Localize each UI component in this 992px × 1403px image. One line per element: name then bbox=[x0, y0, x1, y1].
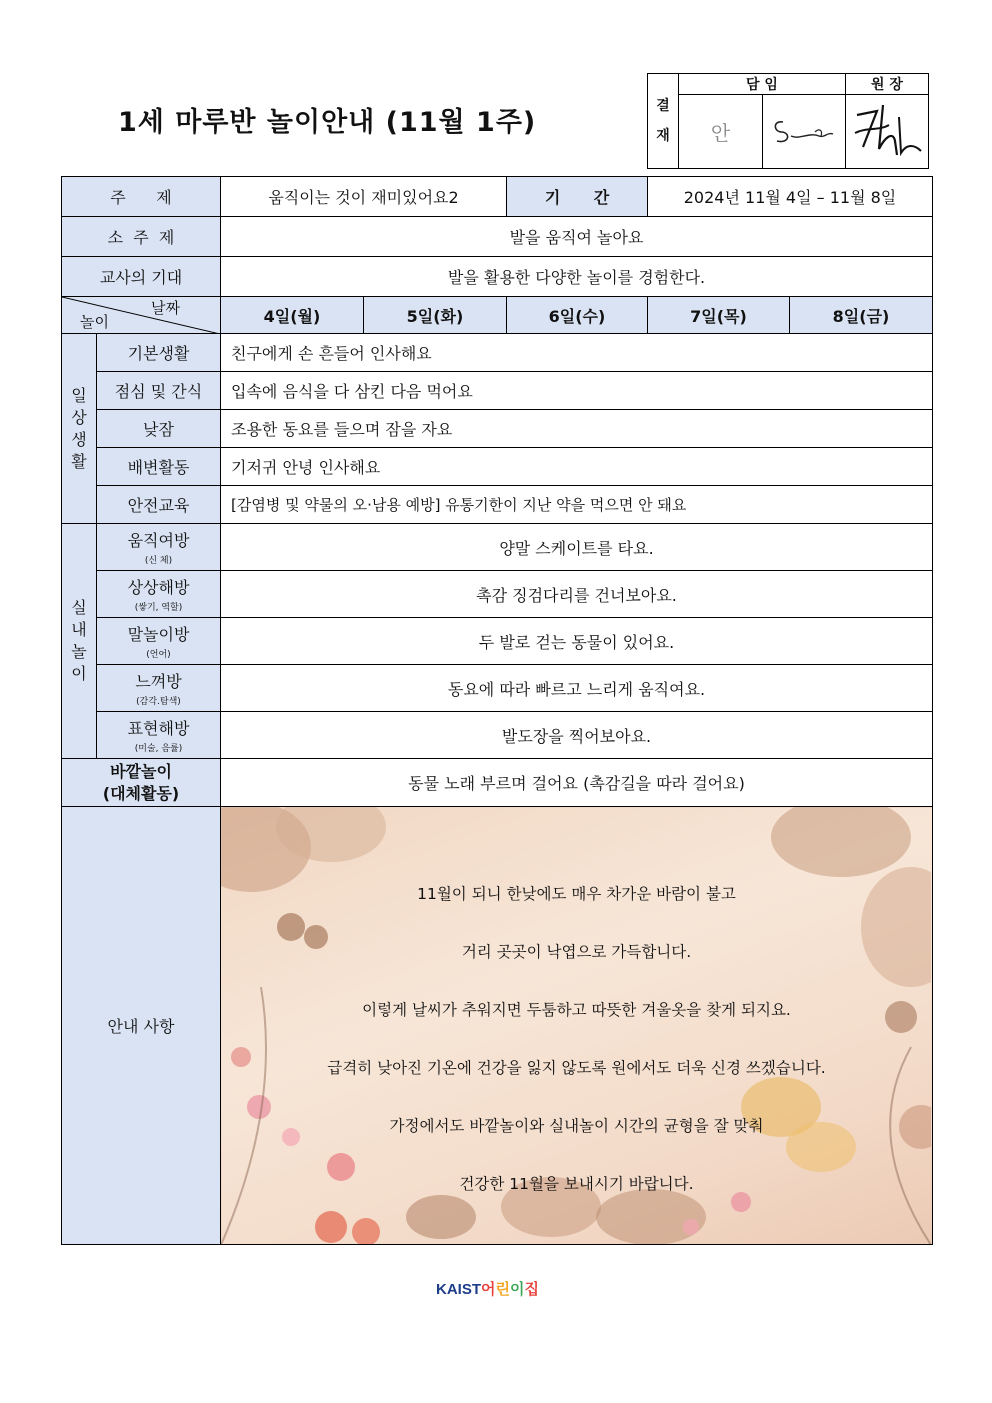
indoor-item-sub: (감각.탐색) bbox=[136, 697, 181, 707]
theme-label: 주 제 bbox=[62, 177, 221, 217]
kaist-daycare-logo bbox=[436, 1278, 539, 1299]
indoor-item-value: 촉감 징검다리를 건너보아요. bbox=[221, 571, 933, 618]
period-value: 2024년 11월 4일 – 11월 8일 bbox=[648, 177, 933, 217]
homeroom-label: 담 임 bbox=[679, 74, 846, 95]
logo-char: 린 bbox=[495, 1281, 510, 1298]
indoor-item-name: 표현해방 bbox=[127, 719, 190, 738]
signature-image bbox=[769, 110, 839, 150]
logo-char: 어 bbox=[481, 1281, 496, 1298]
diagonal-header bbox=[62, 297, 221, 334]
notice-line: 거리 곳곳이 낙엽으로 가득합니다. bbox=[461, 942, 692, 961]
indoor-item-label bbox=[97, 712, 221, 759]
daily-item-label: 점심 및 간식 bbox=[97, 372, 221, 410]
daily-item-label: 배변활동 bbox=[97, 448, 221, 486]
indoor-item-label bbox=[97, 618, 221, 665]
expectation-label: 교사의 기대 bbox=[62, 257, 221, 297]
indoor-item-label bbox=[97, 665, 221, 712]
day-header: 7일(목) bbox=[648, 297, 790, 334]
notice-line: 이렇게 날씨가 추워지면 두툼하고 따뜻한 겨울옷을 찾게 되지요. bbox=[362, 1000, 791, 1019]
approval-label bbox=[648, 74, 679, 169]
indoor-item-sub: (쌓기, 역할) bbox=[134, 603, 183, 613]
principal-label: 원 장 bbox=[846, 74, 929, 95]
indoor-item-sub: (신 체) bbox=[144, 556, 173, 566]
indoor-item-name: 말놀이방 bbox=[127, 625, 190, 644]
indoor-item-value: 동요에 따라 빠르고 느리게 움직여요. bbox=[221, 665, 933, 712]
daily-item-value: 기저귀 안녕 인사해요 bbox=[221, 448, 933, 486]
indoor-play-group-label: 실 내 놀 이 bbox=[62, 524, 97, 759]
period-label: 기 간 bbox=[507, 177, 648, 217]
logo-kaist: KAIST bbox=[436, 1281, 481, 1298]
outdoor-label bbox=[62, 759, 221, 807]
indoor-item-name: 움직여방 bbox=[127, 531, 190, 550]
daily-item-value: 조용한 동요를 들으며 잠을 자요 bbox=[221, 410, 933, 448]
approval-label-2: 재 bbox=[656, 128, 670, 144]
subtheme-value: 발을 움직여 놀아요 bbox=[221, 217, 933, 257]
indoor-item-sub: (미술, 음률) bbox=[134, 744, 183, 754]
page-title: 1세 마루반 놀이안내 (11월 1주) bbox=[118, 107, 537, 138]
daily-item-value: 입속에 음식을 다 삼킨 다음 먹어요 bbox=[221, 372, 933, 410]
day-header: 4일(월) bbox=[221, 297, 364, 334]
notice-text bbox=[221, 839, 932, 1213]
daily-item-value: [감염병 및 약물의 오·남용 예방] 유통기한이 지난 약을 먹으면 안 돼요 bbox=[221, 486, 933, 524]
notice-line: 급격히 낮아진 기온에 건강을 잃지 않도록 원에서도 더욱 신경 쓰겠습니다. bbox=[327, 1058, 826, 1077]
signature-image bbox=[849, 97, 925, 163]
daily-item-label: 기본생활 bbox=[97, 334, 221, 372]
plan-table bbox=[61, 176, 933, 1245]
indoor-item-value: 양말 스케이트를 타요. bbox=[221, 524, 933, 571]
indoor-item-value: 두 발로 걷는 동물이 있어요. bbox=[221, 618, 933, 665]
date-label: 날짜 bbox=[151, 299, 180, 317]
indoor-item-sub: (언어) bbox=[146, 650, 171, 660]
notice-panel bbox=[221, 807, 933, 1245]
expectation-value: 발을 활용한 다양한 놀이를 경험한다. bbox=[221, 257, 933, 297]
indoor-item-label bbox=[97, 524, 221, 571]
play-label: 놀이 bbox=[80, 313, 109, 331]
daily-life-group-label: 일 상 생 활 bbox=[62, 334, 97, 524]
logo-char: 집 bbox=[524, 1281, 539, 1298]
homeroom-stamp-1: 안 bbox=[679, 95, 763, 169]
indoor-item-label bbox=[97, 571, 221, 618]
daily-item-label: 낮잠 bbox=[97, 410, 221, 448]
indoor-item-name: 느껴방 bbox=[135, 672, 182, 691]
notice-label: 안내 사항 bbox=[62, 807, 221, 1245]
logo-char: 이 bbox=[510, 1281, 525, 1298]
indoor-item-value: 발도장을 찍어보아요. bbox=[221, 712, 933, 759]
principal-signature bbox=[846, 95, 929, 169]
subtheme-label: 소 주 제 bbox=[62, 217, 221, 257]
approval-box bbox=[647, 73, 929, 169]
approval-label-1: 결 bbox=[656, 98, 670, 114]
outdoor-label-2: (대체활동) bbox=[102, 783, 180, 803]
notice-line: 가정에서도 바깥놀이와 실내놀이 시간의 균형을 잘 맞춰 bbox=[389, 1116, 764, 1135]
outdoor-label-1: 바깥놀이 bbox=[110, 761, 172, 781]
outdoor-value: 동물 노래 부르며 걸어요 (촉감길을 따라 걸어요) bbox=[221, 759, 933, 807]
indoor-item-name: 상상해방 bbox=[127, 578, 190, 597]
notice-line: 건강한 11월을 보내시기 바랍니다. bbox=[459, 1174, 694, 1193]
daily-item-value: 친구에게 손 흔들어 인사해요 bbox=[221, 334, 933, 372]
day-header: 6일(수) bbox=[507, 297, 648, 334]
notice-line: 11월이 되니 한낮에도 매우 차가운 바람이 불고 bbox=[417, 884, 736, 903]
day-header: 5일(화) bbox=[364, 297, 507, 334]
homeroom-signature bbox=[763, 95, 846, 169]
theme-value: 움직이는 것이 재미있어요2 bbox=[221, 177, 507, 217]
day-header: 8일(금) bbox=[790, 297, 933, 334]
daily-item-label: 안전교육 bbox=[97, 486, 221, 524]
